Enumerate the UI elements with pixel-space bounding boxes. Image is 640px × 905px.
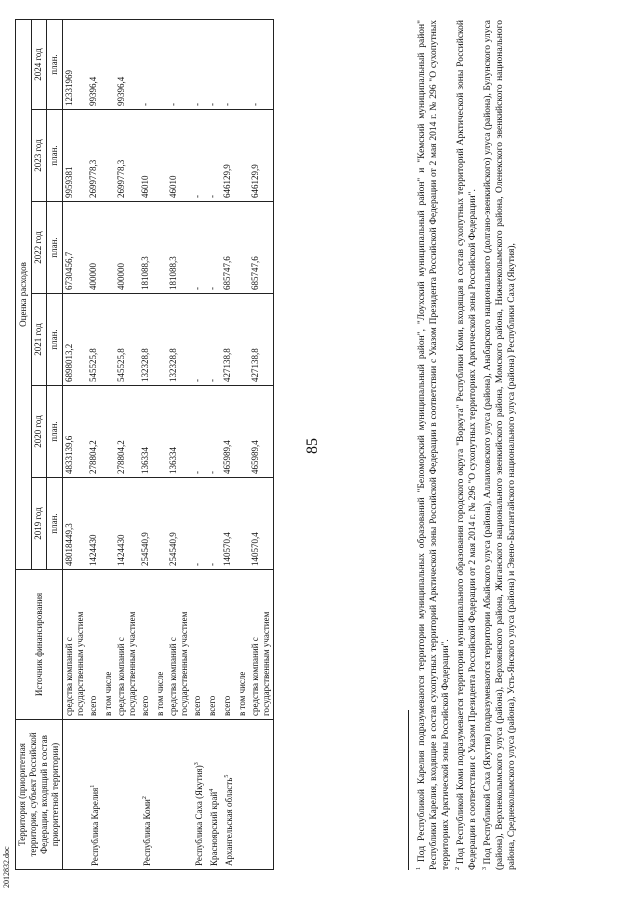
value-cell: 48018449,3 [63, 478, 88, 570]
value-cell [102, 386, 115, 478]
value-cell: - [206, 386, 221, 478]
value-cell: 278804,2 [115, 386, 139, 478]
value-cell [102, 202, 115, 294]
value-cell: 136334 [139, 386, 154, 478]
source-cell: средства компаний с государственным участием [167, 570, 191, 720]
territory-cell [236, 720, 249, 870]
value-cell: 2699778,3 [87, 110, 102, 202]
value-cell: 254540,9 [139, 478, 154, 570]
value-cell: 6730456,7 [63, 202, 88, 294]
value-cell [236, 20, 249, 110]
expenses-table [15, 19, 274, 870]
header-year: 2020 год [31, 386, 47, 478]
value-cell: 646129,9 [221, 110, 236, 202]
value-cell: - [221, 20, 236, 110]
value-cell: 545525,8 [87, 294, 102, 386]
value-cell: 465989,4 [249, 386, 274, 478]
source-cell: средства компаний с государственным участием [115, 570, 139, 720]
footnote [452, 20, 479, 870]
value-cell: 46010 [167, 110, 191, 202]
value-cell: - [206, 294, 221, 386]
value-cell: 685747,6 [221, 202, 236, 294]
header-plan: план. [47, 20, 63, 110]
table-row [63, 20, 88, 870]
territory-cell [206, 720, 221, 870]
value-cell: 99396,4 [115, 20, 139, 110]
territory-cell [139, 720, 154, 870]
value-cell [236, 202, 249, 294]
table-body [63, 20, 274, 870]
territory-cell [102, 720, 115, 870]
value-cell: 132328,8 [139, 294, 154, 386]
value-cell: 12331969 [63, 20, 88, 110]
footnote-mark: 3 [482, 867, 489, 870]
value-cell: - [206, 110, 221, 202]
header-plan: план. [47, 202, 63, 294]
source-cell: в том числе [236, 570, 249, 720]
source-cell: всего [191, 570, 206, 720]
territory-cell [87, 720, 102, 870]
value-cell [154, 110, 167, 202]
value-cell: 427138,8 [249, 294, 274, 386]
value-cell: 181088,3 [167, 202, 191, 294]
footnote-text: Под Республикой Коми подразумевается территория муниципального образования городского округа "Воркута" Республики Коми, входящая в состав сухопутных территорий Арктической зоны Российской Федерации в соответствии с Указом Президента Российской Федерации от 2 мая 2014 г. № 296 "О сухопутных территориях Арктической зоны Российской Федерации". [456, 19, 479, 870]
territory-cell [154, 720, 167, 870]
header-plan: план. [47, 294, 63, 386]
header-plan: план. [47, 110, 63, 202]
value-cell [236, 110, 249, 202]
territory-name: Республика Саха (Якутия) [194, 765, 204, 866]
table-row [191, 20, 206, 870]
value-cell: 685747,6 [249, 202, 274, 294]
value-cell [154, 20, 167, 110]
value-cell [154, 386, 167, 478]
header-plan: план. [47, 478, 63, 570]
footnote [479, 20, 518, 870]
value-cell [236, 294, 249, 386]
header-territory: Территория (приоритетная территория, субъект Российской Федерации, входящий в состав приоритетной территории) [16, 720, 63, 870]
value-cell [102, 294, 115, 386]
footnote-text: Под Республикой Саха (Якутия) подразумеваются территории Абыйского улуса (района), Аллаиховского улуса (района), Анабарского национального (долгано-эвенкийского) улуса (района), Булунского улуса (района), Верхнеколымского улуса (района), Верхоянского района, Жиганского национального эвенкийского района, Момского района, Нижнеколымского района, Оленекского эвенкийского национального района, Среднеколымского улуса (района), Усть-Янского улуса (района) и Эвено-Бытантайского национального улуса (района) Республики Саха (Якутия), [483, 20, 518, 870]
value-cell: - [191, 478, 206, 570]
table-row [206, 20, 221, 870]
value-cell [236, 386, 249, 478]
territory-cell [249, 720, 274, 870]
table-row [236, 20, 249, 870]
source-cell: всего [139, 570, 154, 720]
footnote-ref: 2 [142, 796, 148, 800]
value-cell [102, 478, 115, 570]
footnote [413, 20, 452, 870]
value-cell: - [206, 478, 221, 570]
table-row [154, 20, 167, 870]
value-cell: - [191, 110, 206, 202]
value-cell: - [206, 20, 221, 110]
territory-cell [63, 720, 88, 870]
footnote-divider [408, 710, 409, 870]
table-row [139, 20, 154, 870]
value-cell: 646129,9 [249, 110, 274, 202]
value-cell: 140570,4 [249, 478, 274, 570]
value-cell: 2699778,3 [115, 110, 139, 202]
footnotes [408, 20, 518, 870]
value-cell: 99396,4 [87, 20, 102, 110]
territory-name: Республика Карелия [90, 787, 100, 866]
value-cell: 1424430 [87, 478, 102, 570]
value-cell: - [191, 202, 206, 294]
page-number: 85 [304, 438, 321, 454]
table-row [87, 20, 102, 870]
footnote-mark: 2 [455, 867, 462, 870]
value-cell: 132328,8 [167, 294, 191, 386]
value-cell: - [191, 294, 206, 386]
source-cell: средства компаний с государственным участием [249, 570, 274, 720]
value-cell: - [139, 20, 154, 110]
value-cell: 9959381 [63, 110, 88, 202]
footnote-ref: 1 [90, 784, 96, 788]
header-plan: план. [47, 386, 63, 478]
value-cell: - [167, 20, 191, 110]
territory-cell [221, 720, 236, 870]
value-cell [154, 294, 167, 386]
table-row [102, 20, 115, 870]
value-cell: 278804,2 [87, 386, 102, 478]
footnote-ref: 5 [224, 774, 230, 778]
footnote-mark: 1 [416, 867, 422, 870]
rotated-content [10, 10, 610, 880]
value-cell: - [191, 20, 206, 110]
value-cell: - [191, 386, 206, 478]
table-row [249, 20, 274, 870]
header-year: 2019 год [31, 478, 47, 570]
value-cell: 427138,8 [221, 294, 236, 386]
value-cell: 545525,8 [115, 294, 139, 386]
header-year: 2021 год [31, 294, 47, 386]
source-cell: всего [221, 570, 236, 720]
value-cell [236, 478, 249, 570]
value-cell: 1424430 [115, 478, 139, 570]
table-row [221, 20, 236, 870]
territory-cell [167, 720, 191, 870]
territory-cell [191, 720, 206, 870]
footnote-list [413, 20, 518, 870]
value-cell [102, 110, 115, 202]
value-cell: 6898013,2 [63, 294, 88, 386]
value-cell: 46010 [139, 110, 154, 202]
value-cell: 254540,9 [167, 478, 191, 570]
table-row [167, 20, 191, 870]
footnote-text: Под Республикой Карелия подразумеваются территории муниципальных образований "Беломорский муниципальный район", "Лоухский муниципальный район" и "Кемский муниципальный район" Республики Карелия, входящие в состав сухопутных территорий Арктической зоны Российской Федерации в соответствии с Указом Президента Российской Федерации от 2 мая 2014 г. № 296 "О сухопутных территориях Арктической зоны Российской Федерации". [417, 19, 452, 870]
value-cell: 4833139,6 [63, 386, 88, 478]
value-cell: - [249, 20, 274, 110]
source-cell: всего [206, 570, 221, 720]
value-cell [102, 20, 115, 110]
header-estimate: Оценка расходов [16, 20, 32, 570]
document-code: 2012832.doc [2, 846, 11, 888]
territory-cell [115, 720, 139, 870]
table-row [115, 20, 139, 870]
header-year: 2023 год [31, 110, 47, 202]
value-cell [154, 478, 167, 570]
value-cell: 140570,4 [221, 478, 236, 570]
footnote-ref: 4 [209, 788, 215, 792]
value-cell: 136334 [167, 386, 191, 478]
value-cell: 400000 [115, 202, 139, 294]
territory-name: Республика Коми [142, 799, 152, 866]
value-cell: 465989,4 [221, 386, 236, 478]
value-cell: 181088,3 [139, 202, 154, 294]
territory-name: Архангельская область [224, 777, 234, 866]
header-source: Источник финансирования [16, 570, 63, 720]
value-cell: - [206, 202, 221, 294]
source-cell: в том числе [154, 570, 167, 720]
footnote-ref: 3 [194, 762, 200, 766]
source-cell: всего [87, 570, 102, 720]
source-cell: средства компаний с государственным участием [63, 570, 88, 720]
source-cell: в том числе [102, 570, 115, 720]
territory-name: Красноярский край [209, 791, 219, 866]
value-cell: 400000 [87, 202, 102, 294]
header-year: 2022 год [31, 202, 47, 294]
header-year: 2024 год [31, 20, 47, 110]
value-cell [154, 202, 167, 294]
